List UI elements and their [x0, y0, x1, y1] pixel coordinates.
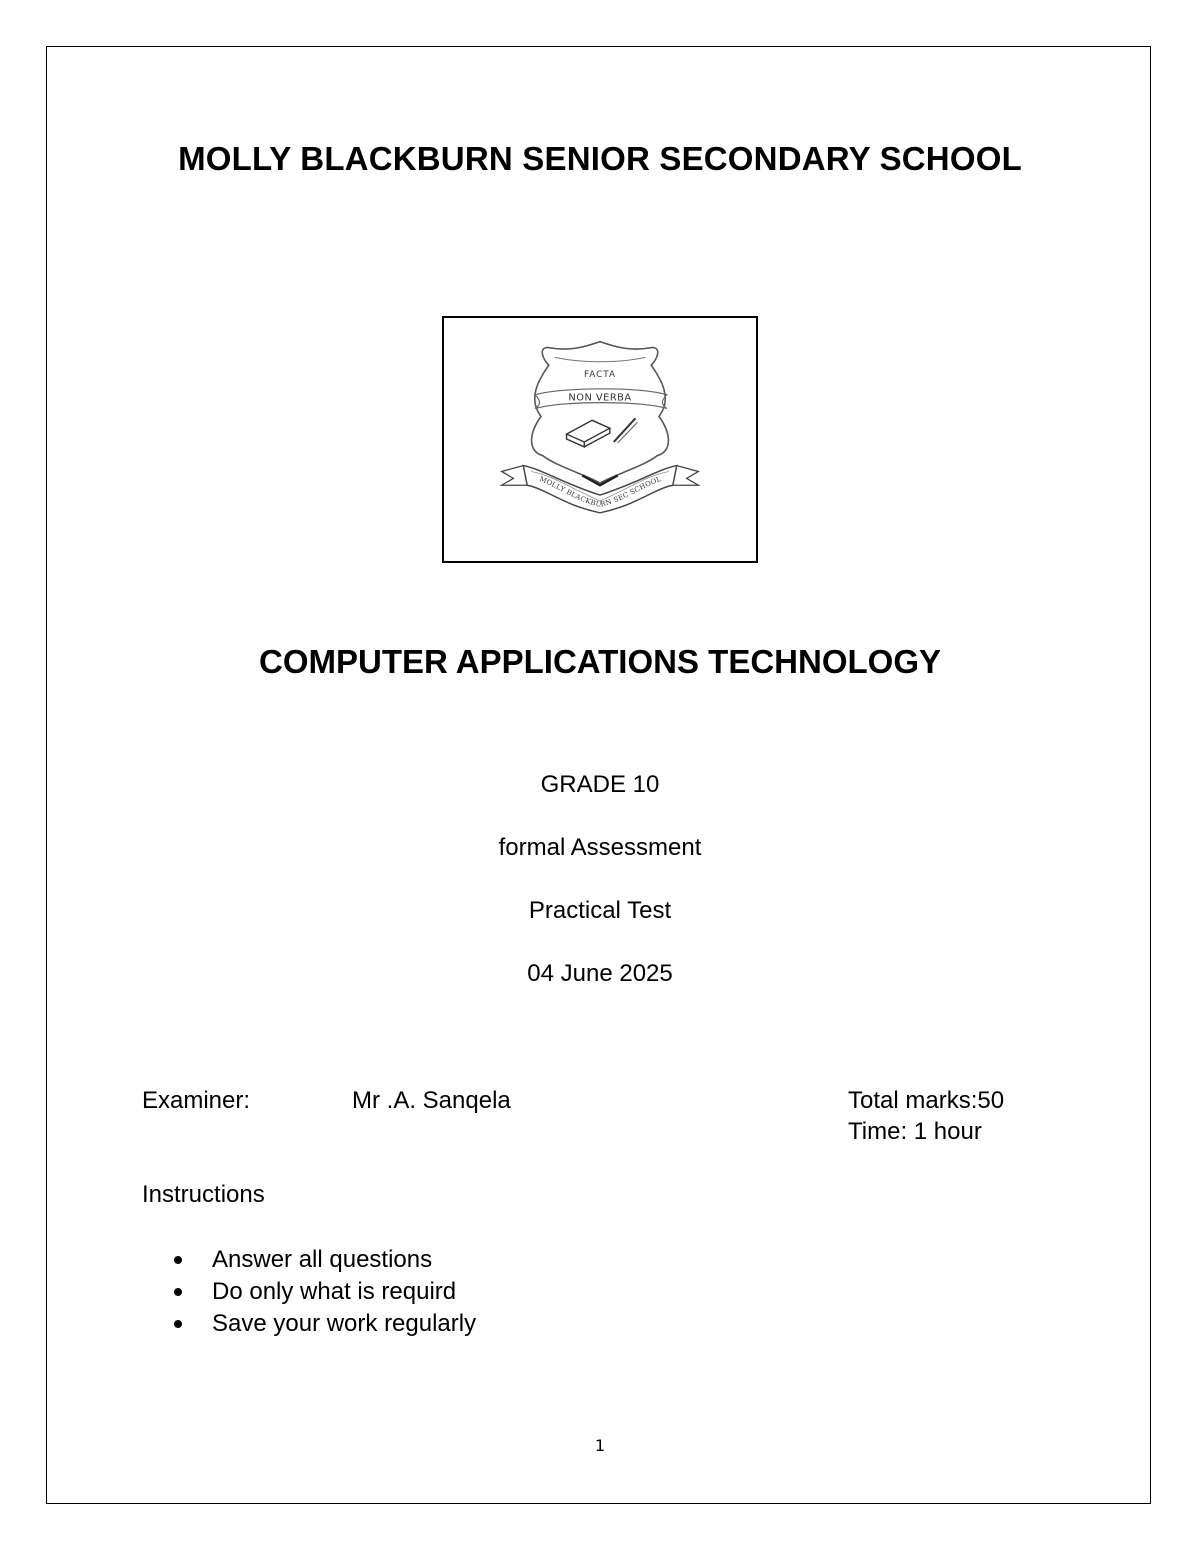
crest-ribbon-text: MOLLY BLACKBURN SEC SCHOOL: [538, 474, 663, 510]
examiner-name: Mr .A. Sanqela: [352, 1087, 511, 1114]
instruction-item: [174, 1308, 476, 1340]
examiner-label: Examiner:: [142, 1087, 251, 1114]
school-name: MOLLY BLACKBURN SENIOR SECONDARY SCHOOL: [178, 140, 1022, 177]
bullet-icon: [174, 1288, 182, 1296]
crest-shield: [532, 342, 669, 484]
bullet-icon: [174, 1320, 182, 1328]
bullet-icon: [174, 1256, 182, 1264]
test-type: Practical Test: [528, 897, 672, 924]
instruction-item: [174, 1244, 476, 1276]
instruction-text: Save your work regularly: [212, 1310, 477, 1337]
page-number: 1: [594, 1436, 606, 1455]
crest-motto-line1: FACTA: [583, 370, 617, 381]
test-date: 04 June 2025: [527, 960, 673, 987]
grade-label: GRADE 10: [540, 771, 660, 798]
instruction-item: [174, 1276, 476, 1308]
total-marks: Total marks:50: [848, 1087, 1005, 1114]
instruction-text: Do only what is requird: [212, 1278, 457, 1305]
time-allowed: Time: 1 hour: [848, 1118, 982, 1145]
subject-title: COMPUTER APPLICATIONS TECHNOLOGY: [258, 643, 941, 680]
assessment-type: formal Assessment: [498, 834, 702, 861]
instructions-heading: Instructions: [142, 1181, 265, 1208]
school-crest-logo: [442, 316, 758, 563]
crest-motto-line2: NON VERBA: [568, 392, 632, 404]
instruction-list: [174, 1244, 476, 1340]
instruction-text: Answer all questions: [212, 1246, 433, 1273]
